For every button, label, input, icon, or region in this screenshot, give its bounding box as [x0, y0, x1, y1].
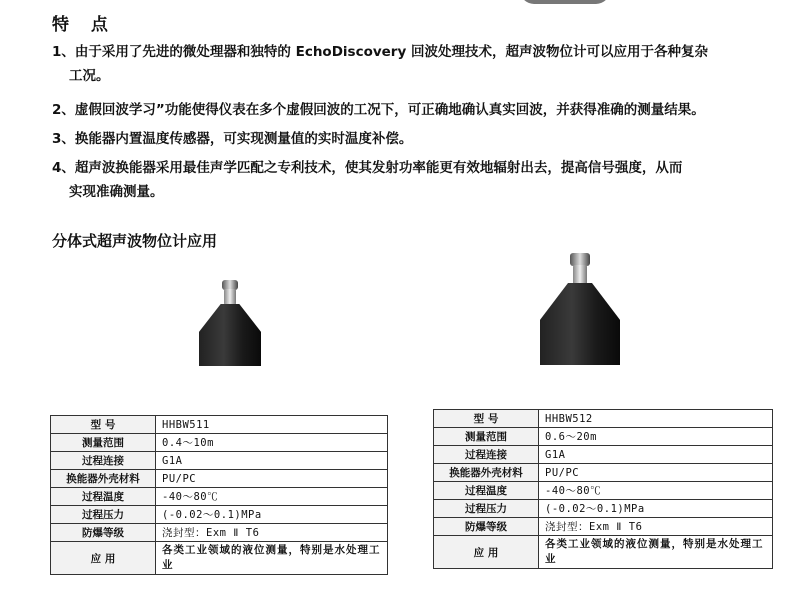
section-title: 分体式超声波物位计应用 [52, 232, 218, 250]
table-row [51, 488, 388, 506]
table-row [51, 416, 388, 434]
feature-item-1-line1: 1、由于采用了先进的微处理器和独特的 EchoDiscovery 回波处理技术，超声波物位计可以应用于各种复杂 [52, 44, 708, 60]
table-row [434, 428, 773, 446]
feature-item-1-line2: 工况。 [69, 68, 110, 84]
table-row [51, 470, 388, 488]
table-row [434, 446, 773, 464]
row-value: PU/PC [156, 470, 388, 488]
row-key: 过程压力 [51, 506, 156, 524]
row-value: 0.4～10m [156, 434, 388, 452]
row-key: 过程连接 [51, 452, 156, 470]
table-row [51, 434, 388, 452]
top-product-image-edge [520, 0, 610, 4]
row-value: 浇封型：Exm Ⅱ T6 [539, 518, 773, 536]
feature-item-4-line2: 实现准确测量。 [69, 184, 164, 200]
row-value: 浇封型：Exm Ⅱ T6 [156, 524, 388, 542]
row-key: 过程温度 [51, 488, 156, 506]
table-row [434, 518, 773, 536]
table-row [51, 542, 388, 575]
row-key: 过程压力 [434, 500, 539, 518]
table-row [434, 536, 773, 569]
row-value: HHBW512 [539, 410, 773, 428]
row-key: 防爆等级 [51, 524, 156, 542]
row-key: 型 号 [434, 410, 539, 428]
feature-item-2 [52, 98, 782, 122]
row-key: 测量范围 [51, 434, 156, 452]
row-key: 换能器外壳材料 [51, 470, 156, 488]
feature-item-4 [52, 156, 782, 204]
row-value: 各类工业领域的液位测量，特别是水处理工业 [539, 536, 773, 569]
row-value: PU/PC [539, 464, 773, 482]
feature-item-1 [52, 40, 782, 88]
row-key: 测量范围 [434, 428, 539, 446]
feature-item-2-line1: 2、虚假回波学习”功能使得仪表在多个虚假回波的工况下，可正确地确认真实回波，并获得准确的测量结果。 [52, 102, 705, 118]
table-row [434, 464, 773, 482]
table-row [51, 524, 388, 542]
feature-item-3-line1: 3、换能器内置温度传感器，可实现测量值的实时温度补偿。 [52, 131, 413, 147]
table-row [434, 500, 773, 518]
feature-item-4-line1: 4、超声波换能器采用最佳声学匹配之专利技术，使其发射功率能更有效地辐射出去，提高信号强度，从而 [52, 160, 683, 176]
row-key: 过程连接 [434, 446, 539, 464]
product-image-hhbw511 [199, 280, 261, 366]
row-key: 应 用 [51, 542, 156, 575]
row-key: 换能器外壳材料 [434, 464, 539, 482]
row-key: 型 号 [51, 416, 156, 434]
table-row [434, 482, 773, 500]
row-value: -40～80℃ [539, 482, 773, 500]
product-image-hhbw512 [540, 253, 620, 365]
spec-table-hhbw512 [433, 409, 773, 569]
table-row [434, 410, 773, 428]
feature-item-3 [52, 127, 782, 151]
row-key: 过程温度 [434, 482, 539, 500]
row-value: 各类工业领域的液位测量，特别是水处理工业 [156, 542, 388, 575]
row-value: (-0.02～0.1)MPa [539, 500, 773, 518]
row-value: G1A [539, 446, 773, 464]
row-value: 0.6～20m [539, 428, 773, 446]
row-key: 防爆等级 [434, 518, 539, 536]
table-row [51, 452, 388, 470]
features-heading: 特 点 [52, 15, 116, 35]
row-value: -40～80℃ [156, 488, 388, 506]
table-row [51, 506, 388, 524]
spec-table-hhbw511 [50, 415, 388, 575]
row-key: 应 用 [434, 536, 539, 569]
row-value: G1A [156, 452, 388, 470]
row-value: HHBW511 [156, 416, 388, 434]
row-value: (-0.02～0.1)MPa [156, 506, 388, 524]
